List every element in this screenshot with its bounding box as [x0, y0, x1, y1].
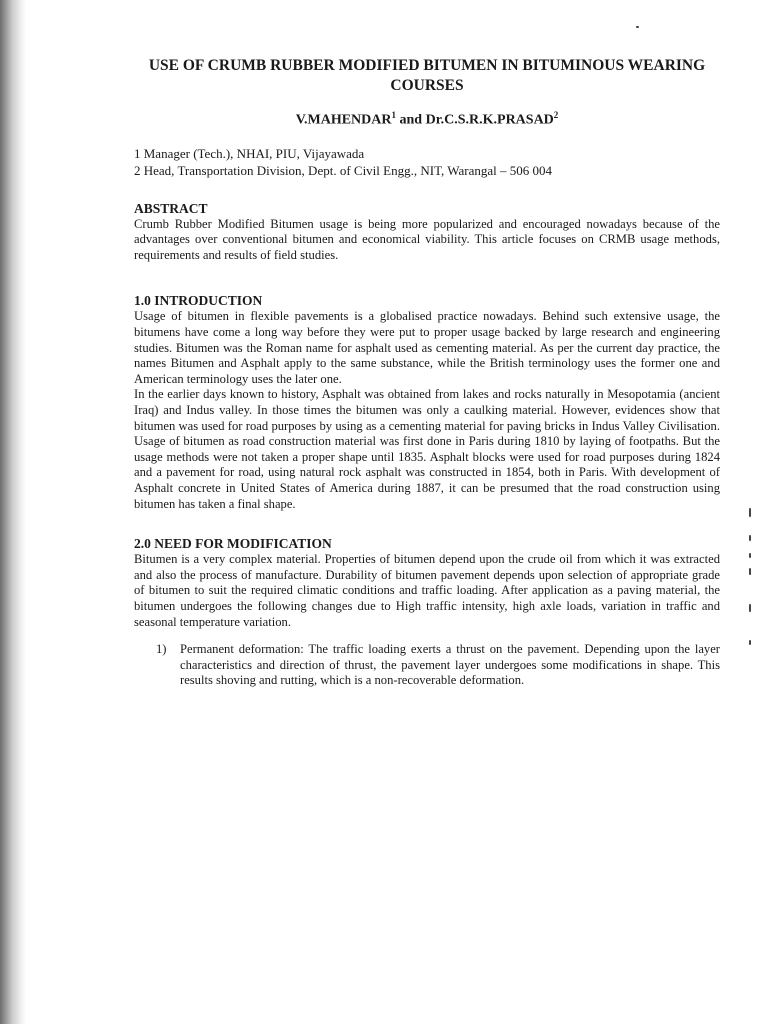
introduction-paragraph-2: In the earlier days known to history, Asphalt was obtained from lakes and rocks naturally in Mesopotamia (ancient Iraq) and Indus valley. In those times the bitumen was only a caulking material. However, evidences show that bitumen was used for road purposes by using as a cementing material for paving bricks in Indus Valley Civilisation. Usage of bitumen as road construction material was first done in Paris during 1810 by laying of footpaths. But the usage methods were not taken a proper shape until 1835. Asphalt blocks were used for road purposes during 1824 and a pavement for road, using natural rock asphalt was constructed in 1854, both in Paris. With development of Asphalt concrete in United States of America during 1887, it can be presumed that the road construction using bitumen has taken a final shape.: [134, 387, 720, 511]
author-1: V.MAHENDAR: [295, 112, 392, 128]
need-heading: 2.0 NEED FOR MODIFICATION: [134, 536, 332, 552]
author-1-superscript: 1: [391, 110, 396, 120]
affiliations: [134, 145, 720, 179]
introduction-heading: 1.0 INTRODUCTION: [134, 293, 263, 309]
scan-speck: [636, 26, 639, 28]
document-page: [134, 56, 720, 689]
list-item-number: 1): [156, 642, 167, 657]
scan-speck: [749, 553, 751, 558]
author-2: Dr.C.S.R.K.PRASAD: [425, 112, 554, 128]
author-2-superscript: 2: [553, 110, 559, 120]
paper-title: USE OF CRUMB RUBBER MODIFIED BITUMEN IN BITUMINOUS WEARING COURSES: [148, 57, 706, 94]
scan-speck: [749, 568, 751, 575]
author-connector: and: [396, 112, 426, 128]
affiliation-2: 2 Head, Transportation Division, Dept. of Civil Engg., NIT, Warangal – 506 004: [134, 162, 553, 178]
scan-speck: [749, 508, 751, 517]
need-paragraph-1: Bitumen is a very complex material. Properties of bitumen depend upon the crude oil from which it was extracted and also the process of manufacture. Durability of bitumen pavement depends upon selection of appropriate grade of bitumen to suit the required climatic conditions and traffic loading. After application as a paving material, the bitumen undergoes the following changes due to High traffic intensity, high axle loads, variation in traffic and seasonal temperature variation.: [134, 552, 720, 629]
list-item-text: Permanent deformation: The traffic loading exerts a thrust on the pavement. Depending upon the layer characteristics and direction of thrust, the pavement layer undergoes some modifications in shape. This results shoving and rutting, which is a non-recoverable deformation.: [180, 642, 720, 688]
abstract-text: Crumb Rubber Modified Bitumen usage is being more popularized and encouraged nowadays because of the advantages over conventional bitumen and economical viability. This article focuses on CRMB usage methods, requirements and results of field studies.: [134, 216, 720, 262]
list-item: [156, 642, 720, 689]
scan-speck: [749, 640, 751, 645]
introduction-paragraph-1: Usage of bitumen in flexible pavements is a globalised practice nowadays. Behind such extensive usage, the bitumens have come a long way before they were put to proper usage backed by large research and engineering studies. Bitumen was the Roman name for asphalt used as cementing material. As per the current day practice, the names Bitumen and Asphalt apply to the same substance, while the British terminology uses the former one and American terminology uses the later one.: [134, 309, 720, 386]
scan-speck: [749, 604, 751, 612]
page-binding-shadow: [0, 0, 26, 1024]
scan-speck: [749, 535, 751, 541]
author-line: [134, 110, 720, 129]
abstract-heading: ABSTRACT: [134, 200, 208, 216]
affiliation-1: 1 Manager (Tech.), NHAI, PIU, Vijayawada: [134, 145, 365, 161]
